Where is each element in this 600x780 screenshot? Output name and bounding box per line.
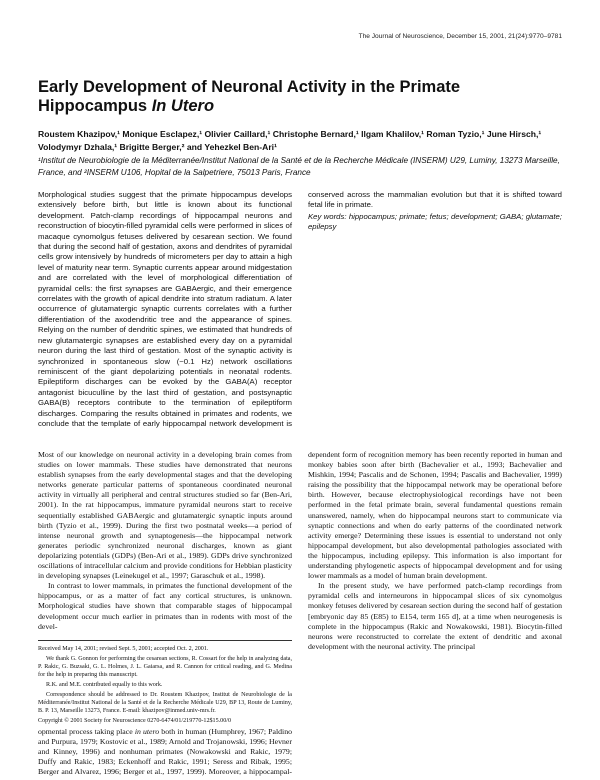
affiliations: ¹Institut de Neurobiologie de la Méditerranée/Institut National de la Santé et de la Recherche Médicale (INSERM) U29, Luminy, 13273 Marseille, France, and ²INSERM U106, Hopital de la Salpetriere, 75013 Paris, France bbox=[38, 156, 560, 177]
intro-paragraph-3: In the present study, we have performed patch-clamp recordings from pyramidal cells and interneurons in hippocampal slices of six cynomolgus monkey fetuses delivered by cesarean section during the second half of gestation [embryonic day 85 (E85) to E154, term 165 d], at a time when neurogenesis is complete in the hippocampus (Rakic and Nowakowski, 1981). Biocytin-filled neurons were reconstructed to correlate the extent of dendritic and axonal development with the neuronal activity. The principal bbox=[308, 581, 562, 651]
footnote-acknowledgments: We thank G. Gonnon for performing the cesarean sections, R. Cossart for the help in analyzing data, P. Rakic, G. Buzsaki, G. L. Holmes, J. L. Gaiarsa, and R. Cannon for critical reading, and G. Medina for the help in preparing this manuscript. bbox=[38, 655, 292, 678]
footnote-copyright: Copyright © 2001 Society for Neuroscience 0270-6474/01/219770-12$15.00/0 bbox=[38, 717, 232, 724]
keywords bbox=[308, 212, 562, 233]
footnotes bbox=[38, 640, 292, 725]
intro-paragraph-1: Most of our knowledge on neuronal activity in a developing brain comes from studies on lower mammals. These studies have demonstrated that neurons establish synapses from the early developmental stages and that the developing networks generate particular patterns of spontaneous coordinated neuronal activity in virtually all peripheral and central structures studied so far (Ben-Ari, 2001). In the rat hippocampus, immature pyramidal neurons start to receive sequentially established GABAergic and glutamatergic synaptic inputs around birth (Tyzio et al., 1999). During the first two postnatal weeks—a period of intense neuronal growth and synaptogenesis—the hippocampal network generates periodic synchronized neuronal discharges, known as giant depolarizing potentials (GDPs) (Ben-Ari et al., 1989). GDPs drive synchronized oscillations of intracellular calcium and provide conditions for Hebbian plasticity in developing synapses (Leinekugel et al., 1997; Garaschuk et al., 1998). bbox=[38, 450, 292, 581]
intro-p2-cont-pre: opmental process taking place bbox=[38, 726, 135, 736]
abstract bbox=[38, 190, 562, 430]
keywords-label: Key words: bbox=[308, 211, 347, 221]
footnote-received: Received May 14, 2001; revised Sept. 5, 2001; accepted Oct. 2, 2001. bbox=[38, 645, 209, 652]
author-list: Roustem Khazipov,¹ Monique Esclapez,¹ Olivier Caillard,¹ Christophe Bernard,¹ Ilgam Khalilov,¹ Roman Tyzio,¹ June Hirsch,¹ Volodymyr Dzhala,¹ Brigitte Berger,² and Yehezkel Ben-Ari¹ bbox=[38, 129, 542, 152]
main-body bbox=[38, 450, 562, 780]
title-line-1: Early Development of Neuronal Activity in the Primate bbox=[38, 78, 461, 96]
intro-paragraph-2: In contrast to lower mammals, in primates the functional development of the hippocampus, or as a matter of fact any cortical structures, is unknown. Morphological studies have shown that comparable stages of hippocampal development occur much earlier in primates than in rodents with most of the devel- bbox=[38, 581, 292, 631]
intro-p2-cont-post: both in human (Humphrey, 1967; Paldino and Purpura, 1979; Kostovic et al., 1989; Arnold and Trojanowski, 1996; Hevner and Kinney, 1996) and nonhuman primates (Nowakowski and Rakic, 1979; Duffy and Rakic, 1983; Eckenhoff and Rakic, 1991; Seress and Ribak, 1995; Berger and Alvarez, 1996; Berger et al., 1997, 1999). Moreover, a hippocampal-dependent form of recognition memory has been recently reported in human and monkey babies soon after birth (Bachevalier et al., 1993; Bachevalier and Mishkin, 1994; Pascalis and de Schonen, 1994; Pascalis and Bachevalier, 1999) raising the possibility that the hippocampal network may be operational before birth. However, because electrophysiological recordings have not been performed in the fetal primate brain, several fundamental questions remain unanswered, namely, when do hippocampal neurons start to communicate via synaptic connections and when do early patterns of the coordinated network activity emerge? Determining these issues is essential to understand not only hippocampal development, but also developmental pathologies associated with the hippocampus, including epilepsy. This information is also important for understanding phylogenetic aspects of hippocampal development and for using lower mammals as a model of human brain development. bbox=[38, 450, 562, 777]
title-italic-in-utero: In Utero bbox=[151, 97, 215, 115]
intro-p2-cont-italic: in utero bbox=[134, 726, 160, 736]
footnote-equal-contribution: R.K. and M.E. contributed equally to this work. bbox=[46, 681, 163, 688]
footnote-correspondence: Correspondence should be addressed to Dr. Roustem Khazipov, Institut de Neurobiologie de la Méditerranée/Institut National de la Santé et de la Recherche Médicale U29, BP 13, Route de Luminy, B. P. 13, Marseille 13273, France. E-mail: khazipov@inmed.univ-mrs.fr. bbox=[38, 691, 292, 714]
title-line-2: Hippocampus bbox=[38, 97, 152, 115]
article-title bbox=[38, 78, 558, 116]
abstract-text: Morphological studies suggest that the primate hippocampus develops extensively before birth, but little is known about its functional development. Patch-clamp recordings of hippocampal neurons and reconstruction of biocytin-filled pyramidal cells were performed in slices of macaque cynomolgus fetuses delivered by cesarean section. We found that during the second half of gestation, axons and dendrites of pyramidal cells grow intensively by hundreds of micrometers per day to attain a high level of maturity near term. Synaptic currents appear around midgestation and are correlated with the level of morphological differentiation of pyramidal cells: the first synapses are GABAergic, and their emergence correlates with the growth of apical dendrite into stratum radiatum. A later occurrence of glutamatergic synaptic currents correlates with a further differentiation of the axodendritic tree and the appearance of spines. Relying on the number of dendritic spines, we estimated that hundreds of new glutamatergic synapses are established every day on a pyramidal neuron during the last third of gestation. Most of the synaptic activity is synchronized in spontaneous slow (~0.1 Hz) network oscillations reminiscent of the giant depolarizing potentials in neonatal rodents. Epileptiform discharges can be evoked by the GABA(A) receptor antagonist bicuculline by the last third of gestation, and postsynaptic GABA(B) receptors contribute to the termination of epileptiform discharges. Comparing the results obtained in primates and rodents, we conclude that the template of early hippocampal network development is conserved across the mammalian evolution but that it is shifted toward fetal life in primate. bbox=[38, 190, 562, 428]
keywords-list: hippocampus; primate; fetus; development; GABA; glutamate; epilepsy bbox=[308, 211, 562, 232]
running-head: The Journal of Neuroscience, December 15, 2001, 21(24):9770–9781 bbox=[358, 33, 562, 40]
